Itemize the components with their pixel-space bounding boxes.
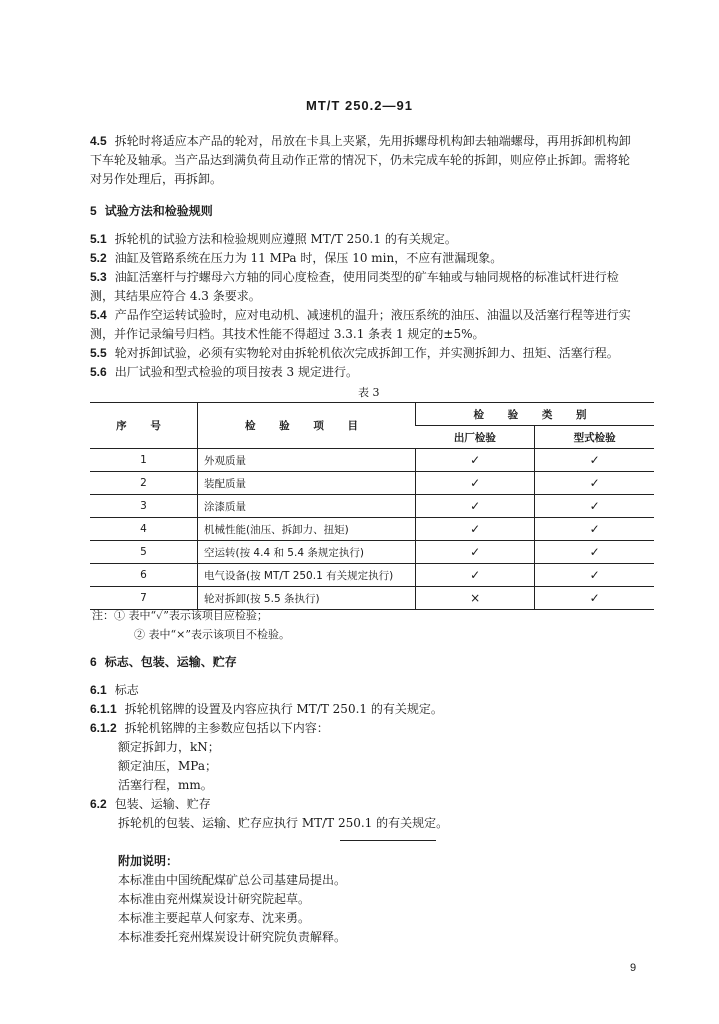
row-item: 空运转(按 4.4 和 5.4 条规定执行) <box>198 541 416 564</box>
table-row <box>90 495 654 518</box>
row-item: 装配质量 <box>198 472 416 495</box>
header-type: 检 验 类 别 <box>416 403 655 426</box>
list-item: 额定拆卸力，kN； <box>118 740 220 754</box>
appendix <box>118 852 618 947</box>
row-factory: ✓ <box>416 472 535 495</box>
section-6-body <box>90 681 670 833</box>
header-item: 检 验 项 目 <box>198 403 416 449</box>
row-factory: ✓ <box>416 495 535 518</box>
clause-6-2-body: 拆轮机的包装、运输、贮存应执行 MT/T 250.1 的有关规定。 <box>118 816 449 830</box>
row-item: 电气设备(按 MT/T 250.1 有关规定执行) <box>198 564 416 587</box>
page-header: MT/T 250.2—91 <box>306 98 413 113</box>
clause-5-3: 5.3 油缸活塞杆与拧螺母六方轴的同心度检查，使用同类型的矿车轴或与轴同规格的标准试杆进行检 <box>90 270 619 284</box>
clause-6-1: 6.1 标志 <box>90 683 139 697</box>
header-seq: 序 号 <box>90 403 198 449</box>
row-item: 机械性能(油压、拆卸力、扭矩) <box>198 518 416 541</box>
table-row <box>90 518 654 541</box>
clause-5-1: 5.1 拆轮机的试验方法和检验规则应遵照 MT/T 250.1 的有关规定。 <box>90 232 457 246</box>
page-number: 9 <box>630 962 637 974</box>
clause-6-1-2: 6.1.2 拆轮机铭牌的主参数应包括以下内容： <box>90 721 329 735</box>
appendix-line: 本标准主要起草人何家寿、沈来勇。 <box>118 911 311 925</box>
appendix-line: 本标准由兖州煤炭设计研究院起草。 <box>118 892 311 906</box>
row-type-test: ✓ <box>535 518 654 541</box>
appendix-title: 附加说明： <box>118 854 179 868</box>
row-item: 涂漆质量 <box>198 495 416 518</box>
row-item: 外观质量 <box>198 449 416 472</box>
text-line: 对另作处理后，再拆卸。 <box>90 172 223 186</box>
text-line: 测，其结果应符合 4.3 条要求。 <box>90 289 261 303</box>
row-type-test: ✓ <box>535 495 654 518</box>
row-seq: 3 <box>90 495 198 518</box>
clause-5-5: 5.5 轮对拆卸试验，必须有实物轮对由拆轮机依次完成拆卸工作，并实测拆卸力、扭矩、活塞行程。 <box>90 346 619 360</box>
appendix-line: 本标准由中国统配煤矿总公司基建局提出。 <box>118 873 347 887</box>
clause-6-1-1: 6.1.1 拆轮机铭牌的设置及内容应执行 MT/T 250.1 的有关规定。 <box>90 702 443 716</box>
table-row <box>90 564 654 587</box>
appendix-line: 本标准委托兖州煤炭设计研究院负责解释。 <box>118 930 347 944</box>
row-type-test: ✓ <box>535 472 654 495</box>
header-type-test: 型式检验 <box>535 426 654 449</box>
section-title: 试验方法和检验规则 <box>104 204 213 218</box>
clause-5-2: 5.2 油缸及管路系统在压力为 11 MPa 时，保压 10 min，不应有泄漏现象。 <box>90 251 503 265</box>
table-row <box>90 449 654 472</box>
row-factory: ✓ <box>416 449 535 472</box>
divider <box>340 840 436 841</box>
note-2: ② 表中“×”表示该项目不检验。 <box>134 628 290 641</box>
text-line: 测，并作记录编号归档。其技术性能不得超过 3.3.1 条表 1 规定的±5%。 <box>90 327 485 341</box>
row-seq: 5 <box>90 541 198 564</box>
table-caption: 表 3 <box>358 386 380 399</box>
table-notes <box>92 606 290 644</box>
section-number: 4.5 <box>90 134 107 148</box>
row-seq: 1 <box>90 449 198 472</box>
row-seq: 6 <box>90 564 198 587</box>
list-item: 活塞行程，mm。 <box>118 778 213 792</box>
header-factory: 出厂检验 <box>416 426 535 449</box>
list-item: 额定油压，MPa； <box>118 759 217 773</box>
row-seq: 2 <box>90 472 198 495</box>
row-factory: ✓ <box>416 541 535 564</box>
clause-5-4: 5.4 产品作空运转试验时，应对电动机、减速机的温升；液压系统的油压、油温以及活塞行程等进行实 <box>90 308 631 322</box>
section-5-heading <box>90 202 213 221</box>
section-number: 5 <box>90 204 97 218</box>
row-type-test: ✓ <box>535 587 654 610</box>
row-type-test: ✓ <box>535 449 654 472</box>
clause-6-2: 6.2 包装、运输、贮存 <box>90 797 211 811</box>
section-4-5 <box>90 132 670 189</box>
row-seq: 4 <box>90 518 198 541</box>
row-factory: ✓ <box>416 564 535 587</box>
note-1: 注：① 表中“✓”表示该项目应检验； <box>92 609 268 622</box>
row-factory: × <box>416 587 535 610</box>
clause-5-6: 5.6 出厂试验和型式检验的项目按表 3 规定进行。 <box>90 365 358 379</box>
row-type-test: ✓ <box>535 564 654 587</box>
row-type-test: ✓ <box>535 541 654 564</box>
inspection-table <box>90 402 654 610</box>
text-line: 拆轮时将适应本产品的轮对，吊放在卡具上夹紧，先用拆螺母机构卸去轴端螺母，再用拆卸机构卸 <box>114 134 631 148</box>
table-row <box>90 541 654 564</box>
row-seq: 7 <box>90 587 198 610</box>
text-line: 下车轮及轴承。当产品达到满负荷且动作正常的情况下，仍未完成车轮的拆卸，则应停止拆卸。需将轮 <box>90 153 631 167</box>
row-factory: ✓ <box>416 518 535 541</box>
section-6-heading: 6 标志、包装、运输、贮存 <box>90 655 237 669</box>
row-item: 轮对拆卸(按 5.5 条执行) <box>198 587 416 610</box>
section-5-body <box>90 230 670 382</box>
table-row <box>90 472 654 495</box>
